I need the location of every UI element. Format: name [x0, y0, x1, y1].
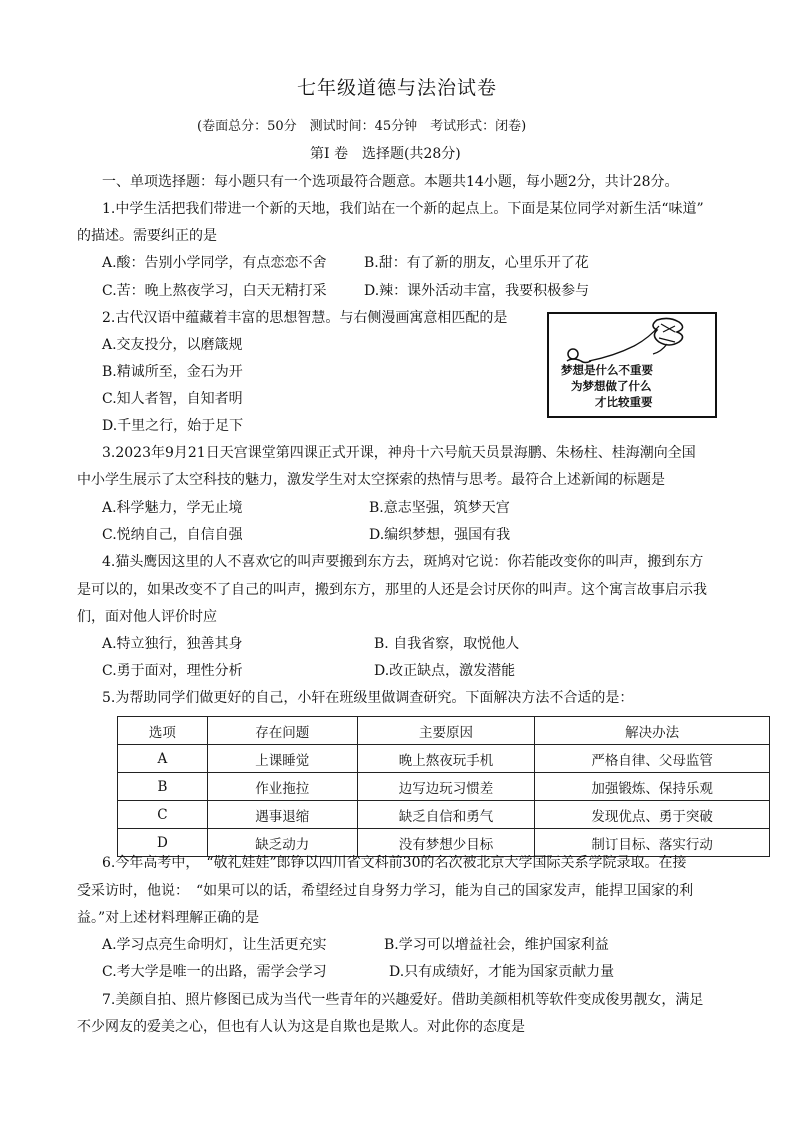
page-title: 七年级道德与法治试卷: [297, 77, 498, 99]
cartoon-caption-3: 才比较重要: [595, 395, 653, 409]
question-3-option-b: B.意志坚强，筑梦天宫: [369, 500, 510, 516]
question-3-line-2: 中小学生展示了太空科技的魅力，激发学生对太空探索的热情与思考。最符合上述新闻的标题是: [77, 472, 665, 488]
table-header-cell: 选项: [118, 717, 208, 745]
question-2-option-c: C.知人者智，自知者明: [102, 391, 243, 407]
question-6-line-2: 受采访时，他说： “如果可以的话，希望经过自身努力学习，能为自己的国家发声，能捍卫国家的利: [77, 883, 694, 899]
table-header-row: [118, 717, 770, 745]
table-cell: 加强锻炼、保持乐观: [535, 773, 770, 801]
table-cell: 晚上熬夜玩手机: [357, 745, 535, 773]
question-3-option-a: A.科学魅力，学无止境: [102, 500, 243, 516]
table-cell: 边写边玩习惯差: [357, 773, 535, 801]
question-2-option-b: B.精诚所至，金石为开: [102, 364, 243, 380]
question-1-option-c: C.苦：晚上熬夜学习，白天无精打采: [102, 283, 327, 299]
question-3-line-1: 3.2023年9月21日天宫课堂第四课正式开课，神舟十六号航天员景海鹏、朱杨柱、桂海潮向全国: [102, 445, 696, 461]
question-5-line-1: 5.为帮助同学们做更好的自己，小轩在班级里做调查研究。下面解决方法不合适的是：: [102, 690, 634, 706]
table-cell: 没有梦想少目标: [357, 829, 535, 857]
table-cell: B: [118, 773, 208, 801]
table-cell: C: [118, 801, 208, 829]
table-cell: 上课睡觉: [207, 745, 357, 773]
question-1-option-b: B.甜：有了新的朋友，心里乐开了花: [364, 255, 589, 271]
table-header-cell: 存在问题: [207, 717, 357, 745]
question-6-option-d: D.只有成绩好，才能为国家贡献力量: [389, 964, 615, 980]
table-cell: 制订目标、落实行动: [535, 829, 770, 857]
question-2-option-a: A.交友投分，以磨箴规: [102, 337, 243, 353]
question-6-option-b: B.学习可以增益社会，维护国家利益: [384, 937, 609, 953]
section-heading: 第Ⅰ 卷 选择题(共28分): [310, 146, 461, 162]
table-cell: 缺乏自信和勇气: [357, 801, 535, 829]
question-4-option-c: C.勇于面对，理性分析: [102, 663, 243, 679]
question-1-line-2: 的描述。需要纠正的是: [77, 228, 217, 244]
question-4-option-a: A.特立独行，独善其身: [102, 636, 243, 652]
question-4-line-2: 是可以的，如果改变不了自己的叫声，搬到东方，那里的人还是会讨厌你的叫声。这个寓言故事启示我: [77, 582, 707, 598]
question-4-line-1: 4.猫头鹰因这里的人不喜欢它的叫声要搬到东方去，斑鸠对它说：你若能改变你的叫声，搬到东方: [102, 554, 704, 570]
table-header-cell: 解决办法: [535, 717, 770, 745]
table-cell: 缺乏动力: [207, 829, 357, 857]
question-2-line-1: 2.古代汉语中蕴藏着丰富的思想智慧。与右侧漫画寓意相匹配的是: [102, 310, 508, 326]
question-7-line-1: 7.美颜自拍、照片修图已成为当代一些青年的兴趣爱好。借助美颜相机等软件变成俊男靓女，满足: [102, 992, 704, 1008]
table-cell: 作业拖拉: [207, 773, 357, 801]
table-cell: 发现优点、勇于突破: [535, 801, 770, 829]
cartoon-image: [547, 312, 717, 418]
question-4-line-3: 们，面对他人评价时应: [77, 609, 217, 625]
question-5-table: [117, 716, 770, 857]
cartoon-caption-1: 梦想是什么不重要: [561, 363, 653, 377]
question-6-option-a: A.学习点亮生命明灯，让生活更充实: [102, 937, 327, 953]
question-3-option-d: D.编织梦想，强国有我: [369, 527, 511, 543]
question-6-line-3: 益。”对上述材料理解正确的是: [77, 910, 260, 926]
table-cell: D: [118, 829, 208, 857]
question-4-option-b: B. 自我省察，取悦他人: [374, 636, 520, 652]
table-cell: A: [118, 745, 208, 773]
exam-meta: (卷面总分：50分 测试时间：45分钟 考试形式：闭卷): [197, 119, 527, 134]
question-2-option-d: D.千里之行，始于足下: [102, 418, 244, 434]
table-row: [118, 773, 770, 801]
question-1-option-a: A.酸：告别小学同学，有点恋恋不舍: [102, 255, 327, 271]
cartoon-caption-2: 为梦想做了什么: [571, 379, 652, 393]
question-7-line-2: 不少网友的爱美之心，但也有人认为这是自欺也是欺人。对此你的态度是: [77, 1019, 525, 1035]
question-3-option-c: C.悦纳自己，自信自强: [102, 527, 243, 543]
table-cell: 严格自律、父母监管: [535, 745, 770, 773]
question-6-option-c: C.考大学是唯一的出路，需学会学习: [102, 964, 327, 980]
question-1-option-d: D.辣：课外活动丰富，我要积极参与: [364, 283, 590, 299]
table-row: [118, 745, 770, 773]
question-4-option-d: D.改正缺点，激发潜能: [374, 663, 516, 679]
instructions: 一、单项选择题：每小题只有一个选项最符合题意。本题共14小题，每小题2分，共计28分。: [102, 174, 679, 190]
table-row: [118, 801, 770, 829]
question-6-line-1: 6.今年高考中， “敬礼娃娃”郎铮以四川省文科前30的名次被北京大学国际关系学院录取。在接: [102, 855, 687, 871]
question-1-line-1: 1.中学生活把我们带进一个新的天地，我们站在一个新的起点上。下面是某位同学对新生活“味道”: [102, 201, 704, 217]
table-header-cell: 主要原因: [357, 717, 535, 745]
table-cell: 遇事退缩: [207, 801, 357, 829]
